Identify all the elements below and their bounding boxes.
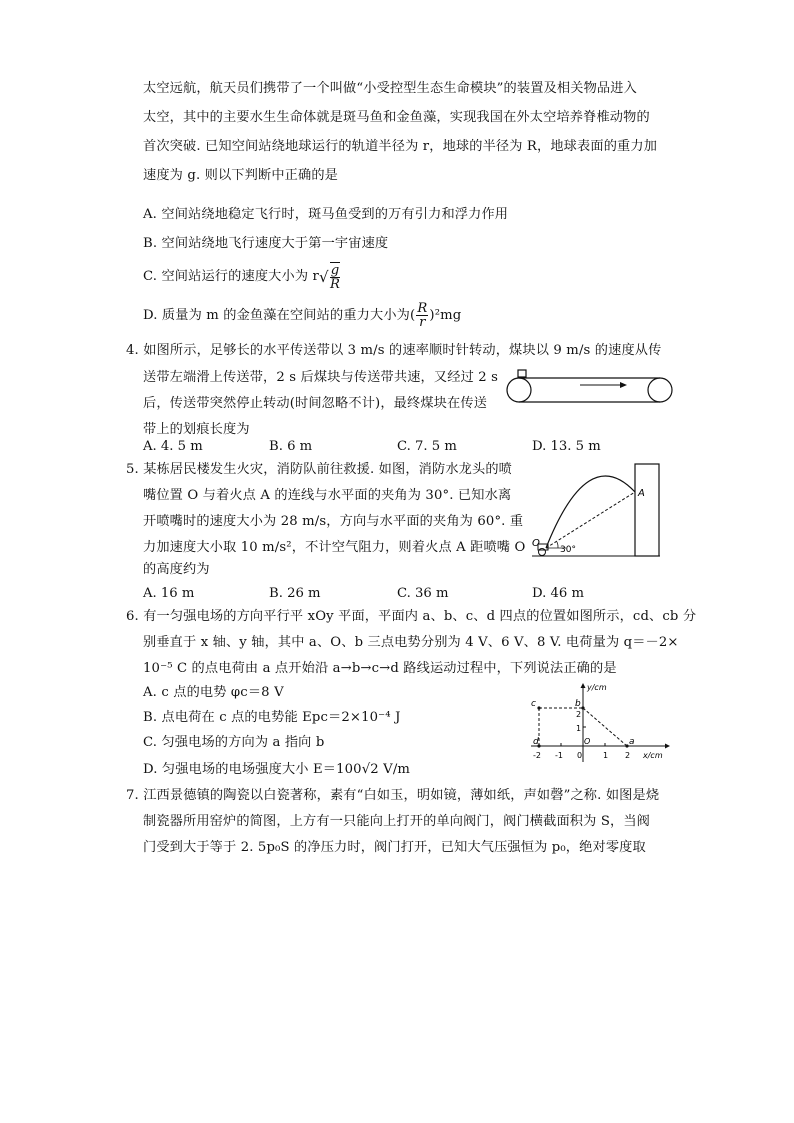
q5-choice-b: B. 26 m	[269, 586, 321, 601]
y-axis-label: y/cm	[587, 683, 607, 692]
label-o: O	[584, 737, 591, 746]
x-tick-label-minus2: -2	[533, 751, 541, 760]
q4-choice-d: D. 13. 5 m	[532, 439, 601, 454]
label-o: O	[532, 538, 540, 549]
q4-choices	[143, 437, 663, 457]
q3-option-c-fraction	[330, 262, 341, 291]
electric-field-figure	[525, 682, 670, 767]
q3-option-d-fraction	[416, 302, 428, 329]
q3-option-d	[143, 302, 461, 338]
q3-option-d-prefix: D. 质量为 m 的金鱼藻在空间站的重力大小为(	[143, 308, 416, 323]
q3-option-c	[143, 262, 341, 302]
point-c	[537, 706, 540, 709]
x-axis-label: x/cm	[643, 751, 663, 760]
fire-hose-figure	[530, 462, 665, 562]
q3-option-d-suffix: )²mg	[429, 308, 462, 323]
q5-choices	[143, 584, 663, 604]
q3-option-b: B. 空间站绕地飞行速度大于第一宇宙速度	[143, 236, 389, 251]
y-tick-label-1: 1	[576, 724, 582, 733]
angle-arc	[557, 542, 558, 548]
label-b: b	[575, 699, 581, 709]
x-tick-label-2: 2	[625, 751, 631, 760]
q4-line-2: 送带左端滑上传送带，2 s 后煤块与传送带共速，又经过 2 s	[143, 370, 499, 385]
q3-line-4: 速度为 g. 则以下判断中正确的是	[143, 168, 339, 183]
q6-option-c: C. 匀强电场的方向为 a 指向 b	[143, 735, 325, 750]
x-axis-arrow	[665, 744, 670, 749]
q6-line-3: 10⁻⁵ C 的点电荷由 a 点开始沿 a→b→c→d 路线运动过程中，下列说法正确的是	[143, 661, 617, 676]
q4-choice-b: B. 6 m	[269, 439, 313, 454]
q3-line-2: 太空，其中的主要水生生命体就是斑马鱼和金鱼藻，实现我国在外太空培养脊椎动物的	[143, 110, 650, 125]
q6-line-2: 别垂直于 x 轴、y 轴，其中 a、O、b 三点电势分别为 4 V、6 V、8 V. 电荷量为 q＝－2×	[143, 635, 679, 650]
q4-choice-c: C. 7. 5 m	[397, 439, 457, 454]
label-a: a	[629, 737, 635, 747]
label-a: A	[638, 488, 645, 499]
coal-block	[518, 370, 526, 377]
q3-option-a: A. 空间站绕地稳定飞行时，斑马鱼受到的万有引力和浮力作用	[143, 207, 509, 222]
q4-line-3: 后，传送带突然停止转动(时间忽略不计)，最终煤块在传送	[143, 396, 488, 411]
q3-option-c-num: g	[330, 263, 340, 278]
q7-line-1: 7. 江西景德镇的陶瓷以白瓷著称，素有“白如玉，明如镜，薄如纸，声如磬”之称. 如图是烧	[126, 788, 660, 803]
q6-option-b: B. 点电荷在 c 点的电势能 Epc＝2×10⁻⁴ J	[143, 710, 401, 725]
q5-choice-a: A. 16 m	[143, 586, 195, 601]
q6-line-1: 6. 有一匀强电场的方向平行平 xOy 平面，平面内 a、b、c、d 四点的位置如图所示，cd、cb 分	[126, 609, 697, 624]
x-tick-label-minus1: -1	[555, 751, 563, 760]
water-trajectory	[546, 476, 635, 548]
q5-line-1: 5. 某栋居民楼发生火灾，消防队前往救援. 如图，消防水龙头的喷	[126, 462, 513, 477]
x-tick-label-1: 1	[603, 751, 609, 760]
y-axis-arrow	[581, 683, 586, 688]
q4-choice-a: A. 4. 5 m	[143, 439, 203, 454]
q7-line-3: 门受到大于等于 2. 5p₀S 的净压力时，阀门打开，已知大气压强恒为 p₀，绝对零度取	[143, 840, 646, 855]
building	[635, 464, 659, 556]
label-angle: 30°	[560, 545, 576, 555]
q5-choice-c: C. 36 m	[397, 586, 449, 601]
q3-line-1: 太空远航，航天员们携带了一个叫做“小受控型生态生命模块”的装置及相关物品进入	[143, 81, 637, 96]
q5-line-4: 力加速度大小取 10 m/s²，不计空气阻力，则着火点 A 距喷嘴 O	[143, 540, 526, 555]
q7-line-2: 制瓷器所用窑炉的简图，上方有一只能向上打开的单向阀门，阀门横截面积为 S，当阀	[143, 814, 651, 829]
q5-line-3: 开喷嘴时的速度大小为 28 m/s，方向与水平面的夹角为 60°. 重	[143, 514, 524, 529]
q3-option-d-num: R	[417, 301, 428, 316]
right-wheel	[648, 378, 672, 402]
y-tick-label-2: 2	[576, 710, 582, 719]
q3-line-3: 首次突破. 已知空间站绕地球运行的轨道半径为 r，地球的半径为 R，地球表面的重力加	[143, 139, 658, 154]
conveyor-belt-figure	[510, 368, 670, 410]
q6-option-d: D. 匀强电场的电场强度大小 E＝100√2 V/m	[143, 762, 411, 777]
arrow-head	[620, 382, 627, 388]
label-d: d	[533, 737, 539, 747]
q5-choice-d: D. 46 m	[532, 586, 584, 601]
q6-option-a: A. c 点的电势 φc＝8 V	[143, 685, 284, 700]
q3-option-c-den: R	[329, 277, 341, 292]
o-to-a-dashed	[546, 492, 635, 548]
label-c: c	[531, 699, 536, 709]
left-wheel	[507, 378, 531, 402]
q4-line-1: 4. 如图所示，足够长的水平传送带以 3 m/s 的速率顺时针转动，煤块以 9 m/s 的速度从传	[126, 343, 662, 358]
q3-option-c-prefix: C. 空间站运行的速度大小为 r	[143, 269, 319, 284]
point-b	[581, 706, 584, 709]
sqrt-symbol: √	[318, 267, 329, 286]
q5-line-5: 的高度约为	[143, 562, 210, 577]
x-tick-label-0: 0	[577, 751, 583, 760]
q4-line-4: 带上的划痕长度为	[143, 422, 250, 437]
q5-line-2: 嘴位置 O 与着火点 A 的连线与水平面的夹角为 30°. 已知水离	[143, 488, 512, 503]
q3-option-d-den: r	[419, 315, 426, 330]
